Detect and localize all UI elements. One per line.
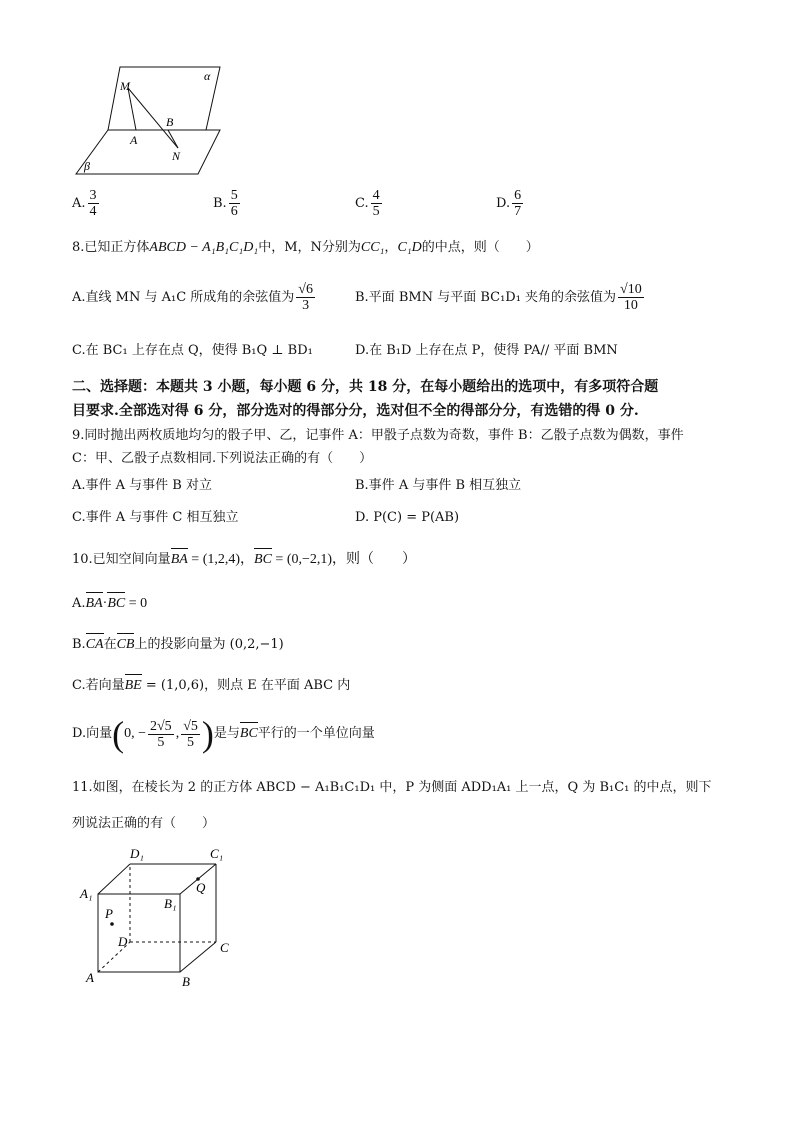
q7-option-b[interactable]: B. $\frac{5}{6}$ (213, 188, 238, 219)
q11-stem-line2: 列说法正确的有（ ） (72, 816, 216, 831)
segment-ma (128, 88, 136, 130)
q10-stem: 10.已知空间向量BA = (1,2,4)，BC = (0,−2,1)，则（ ） (72, 550, 416, 570)
q7-option-d[interactable]: D. $\frac{6}{7}$ (496, 188, 522, 219)
q9-option-c[interactable]: C.事件 A 与事件 C 相互独立 (72, 510, 239, 525)
label-a: A (130, 133, 138, 147)
left-paren: ( (112, 714, 125, 754)
point-p (110, 922, 114, 926)
q8-option-d[interactable]: D.在 B₁D 上存在点 P，使得 PA// 平面 BMN (355, 343, 618, 358)
q9-stem-line1: 9.同时抛出两枚质地均匀的骰子甲、乙，记事件 A：甲骰子点数为奇数，事件 B：乙骰子点数为偶数，事件 (72, 428, 684, 443)
q8-option-c[interactable]: C.在 BC₁ 上存在点 Q，使得 B₁Q ⊥ BD₁ (72, 343, 313, 358)
q10-option-d[interactable]: D.向量 ( 0, − $\frac{2√5}{5}$ , $\frac{√5}{5}$ ) 是与 BC 平行的一个单位向量 (72, 714, 375, 754)
section-2-header-line1: 二、选择题：本题共 3 小题，每小题 6 分，共 18 分，在每小题给出的选项中，有多项符合题 (72, 379, 659, 395)
label-beta: β (84, 159, 90, 173)
q10-option-a[interactable]: A.BA·BC = 0 (72, 594, 147, 614)
edge-a1d1 (98, 864, 130, 894)
q7-option-c[interactable]: C. $\frac{4}{5}$ (355, 188, 380, 219)
label-n: N (172, 149, 181, 163)
q9-option-a[interactable]: A.事件 A 与事件 B 对立 (72, 478, 212, 493)
q10-option-c[interactable]: C.若向量BE = (1,0,6)，则点 E 在平面 ABC 内 (72, 676, 350, 696)
section-2-header-line2: 目要求.全部选对得 6 分，部分选对的得部分分，选对但不全的得部分分，有选错的得 0 分. (72, 403, 639, 419)
edge-bc (180, 942, 216, 972)
q9-stem-line2: C：甲、乙骰子点数相同.下列说法正确的有（ ） (72, 451, 373, 466)
label-c: C (220, 940, 229, 955)
label-q: Q (196, 880, 206, 895)
q7-planes-figure (70, 60, 230, 185)
q7-option-a[interactable]: A. $\frac{3}{4}$ (72, 188, 97, 219)
q11-cube-figure (78, 842, 248, 992)
q9-option-d[interactable]: D. P(C) = P(AB) (355, 510, 460, 525)
q10-option-b[interactable]: B.CA在CB上的投影向量为 (0,2,−1) (72, 635, 284, 655)
plane-beta (76, 130, 220, 174)
q9-option-b[interactable]: B.事件 A 与事件 B 相互独立 (355, 478, 522, 493)
right-paren: ) (201, 714, 214, 754)
q11-stem-line1: 11.如图，在棱长为 2 的正方体 ABCD − A₁B₁C₁D₁ 中，P 为侧面 ADD₁A₁ 上一点，Q 为 B₁C₁ 的中点，则下 (72, 780, 712, 795)
label-c1: C₁ (210, 846, 224, 861)
q8-stem: 8.已知正方体ABCD − A₁B₁C₁D₁中，M，N分别为CC₁，C₁D的中点，则（ ） (72, 240, 539, 255)
label-alpha: α (204, 69, 211, 83)
label-p: P (105, 906, 113, 921)
segment-bn (168, 130, 178, 148)
label-b: B (166, 115, 174, 129)
label-b1: B₁ (164, 896, 177, 911)
label-m: M (120, 79, 130, 93)
label-a1: A₁ (80, 886, 93, 901)
label-d: D (118, 934, 128, 949)
label-d1: D₁ (130, 846, 144, 861)
label-b: B (182, 974, 190, 989)
q8-option-b[interactable]: B.平面 BMN 与平面 BC₁D₁ 夹角的余弦值为 $\frac{√10}{10}$ (355, 282, 642, 313)
q8-option-a[interactable]: A.直线 MN 与 A₁C 所成角的余弦值为 $\frac{√6}{3}$ (72, 282, 313, 313)
label-a: A (86, 970, 94, 985)
